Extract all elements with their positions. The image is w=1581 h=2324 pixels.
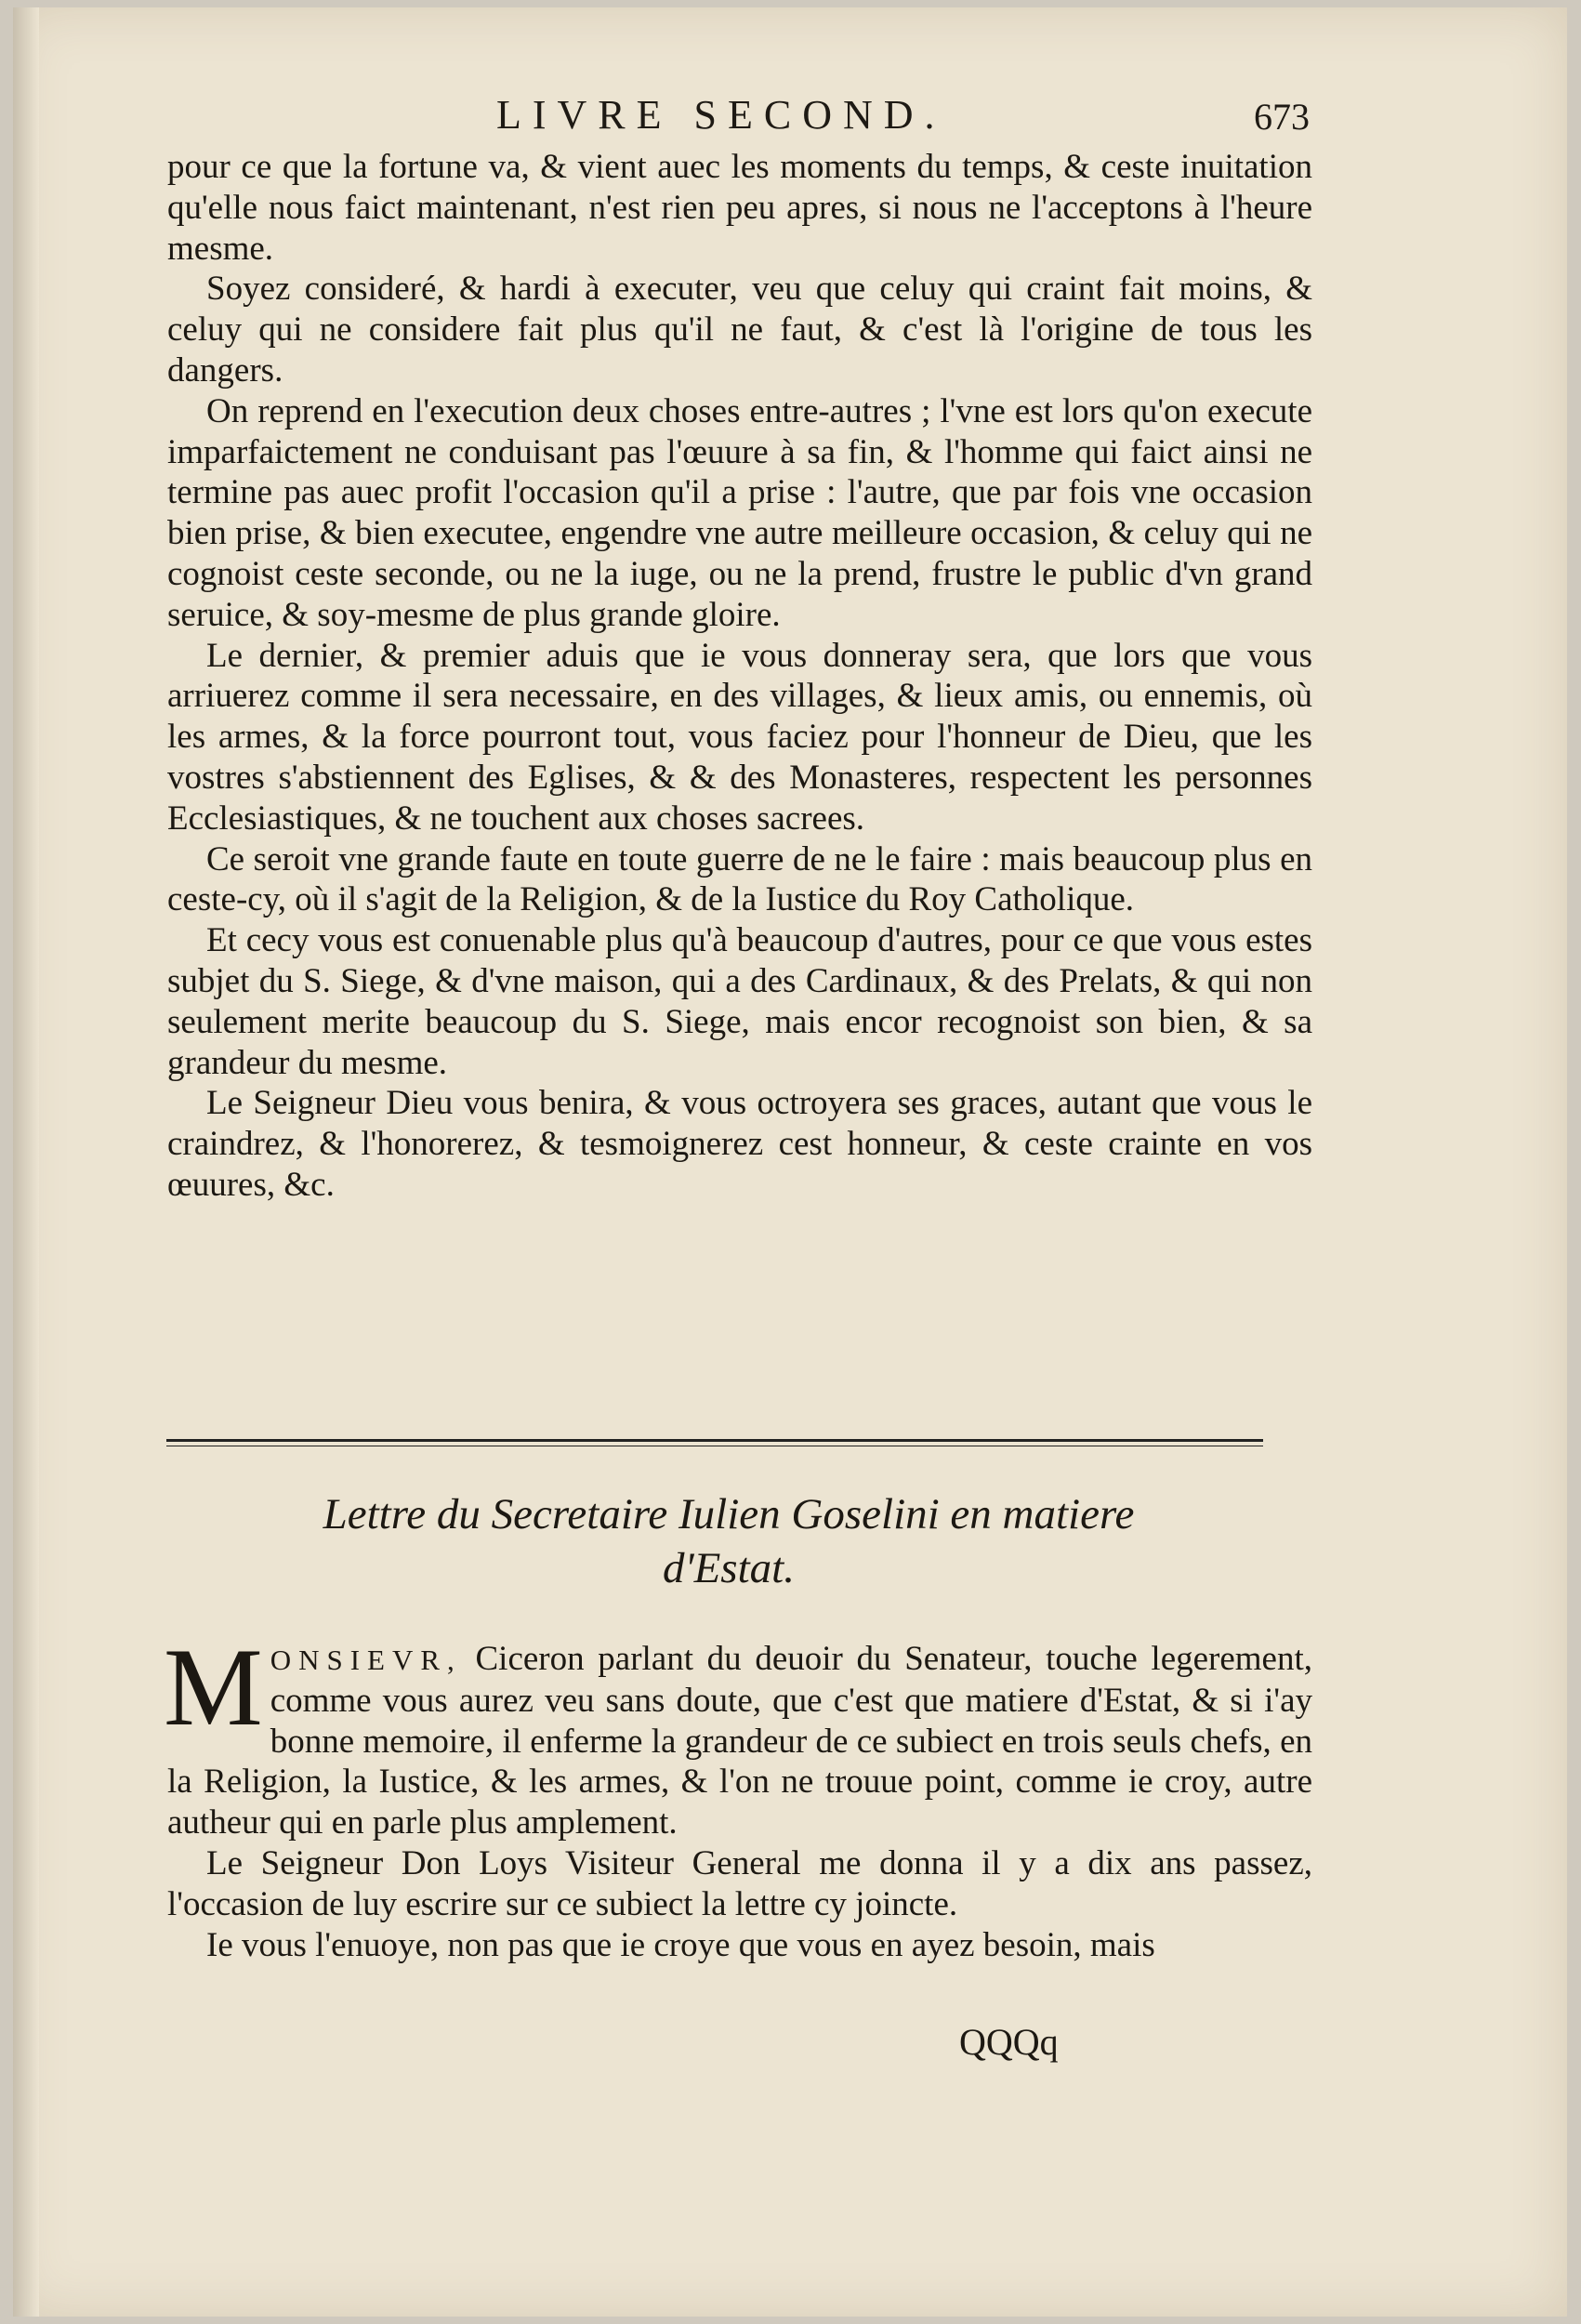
- text-block-letter: [164, 1625, 1313, 1965]
- text-block-top: [167, 147, 1312, 1206]
- paragraph: Ie vous l'enuoye, non pas que ie croye que vous en ayez besoin, mais: [206, 1925, 1155, 1964]
- paragraph: pour ce que la fortune va, & vient auec les moments du temps, & ceste inuitation qu'elle nous faict maintenant, n'est rien peu apres, si nous ne l'acceptons à l'heure mesme.: [167, 148, 1312, 268]
- paragraph: Le dernier, & premier aduis que ie vous donneray sera, que lors que vous arriuerez comme il sera necessaire, en des villages, & lieux amis, ou ennemis, où les armes, & la force pourront tout, vous faciez pour l'honneur de Dieu, que les vostres s'abstiennent des Eglises, & & des Monasteres, respectent les personnes Ecclesiastiques, & ne touchent aux choses sacrees.: [167, 636, 1312, 838]
- drop-cap: M: [164, 1625, 263, 1749]
- signature-mark: QQQq: [959, 2021, 1059, 2063]
- letter-heading-line: Lettre du Secretaire Iulien Goselini en matiere: [323, 1490, 1135, 1538]
- paragraph: Le Seigneur Dieu vous benira, & vous octroyera ses graces, autant que vous le craindrez, & l'honorerez, & tesmoignerez cest honneur, & ceste crainte en vos œuures, &c.: [167, 1084, 1312, 1204]
- page-gutter: [13, 7, 39, 2317]
- section-divider: [166, 1439, 1263, 1446]
- page-number: 673: [1254, 96, 1310, 138]
- paragraph: On reprend en l'execution deux choses entre-autres ; l'vne est lors qu'on execute imparfaictement ne conduisant pas l'œuure à sa fin, & l'homme qui faict ainsi ne termine pas auec profit l'occasion qu'il a prise : l'autre, que par fois vne occasion bien prise, & bien executee, engendre vne autre meilleure occasion, & celuy qui ne cognoist ceste seconde, ou ne la iuge, ou ne la prend, frustre le public d'vn grand seruice, & soy-mesme de plus grande gloire.: [167, 391, 1312, 634]
- salutation: ONSIEVR,: [270, 1644, 462, 1676]
- paragraph: Le Seigneur Don Loys Visiteur General me donna il y a dix ans passez, l'occasion de luy escrire sur ce subiect la lettre cy joincte.: [167, 1843, 1312, 1923]
- paragraph: Ce seroit vne grande faute en toute guerre de ne le faire : mais beaucoup plus en ceste-cy, où il s'agit de la Religion, & de la Iustice du Roy Catholique.: [167, 839, 1312, 919]
- letter-heading: [199, 1487, 1258, 1595]
- opening-paragraph: [164, 1625, 1313, 1843]
- book-page: [13, 7, 1567, 2317]
- paragraph-text: Ciceron parlant du deuoir du Senateur, touche legerement, comme vous aurez veu sans doute, que c'est que matiere d'Estat, & si i'ay bonne memoire, il enferme la grandeur de ce subiect en trois seuls chefs, en la Religion, la Iustice, & les armes, & l'on ne trouue point, comme ie croy, autre autheur qui en parle plus amplement.: [167, 1640, 1313, 1842]
- letter-heading-line: d'Estat.: [663, 1544, 795, 1592]
- running-head: LIVRE SECOND.: [496, 92, 946, 138]
- paragraph: Et cecy vous est conuenable plus qu'à beaucoup d'autres, pour ce que vous estes subjet du S. Siege, & d'vne maison, qui a des Cardinaux, & des Prelats, & qui non seulement merite beaucoup du S. Siege, mais encor recognoist son bien, & sa grandeur du mesme.: [167, 921, 1312, 1082]
- paragraph: Soyez consideré, & hardi à executer, veu que celuy qui craint fait moins, & celuy qui ne considere fait plus qu'il ne faut, & c'est là l'origine de tous les dangers.: [167, 270, 1312, 390]
